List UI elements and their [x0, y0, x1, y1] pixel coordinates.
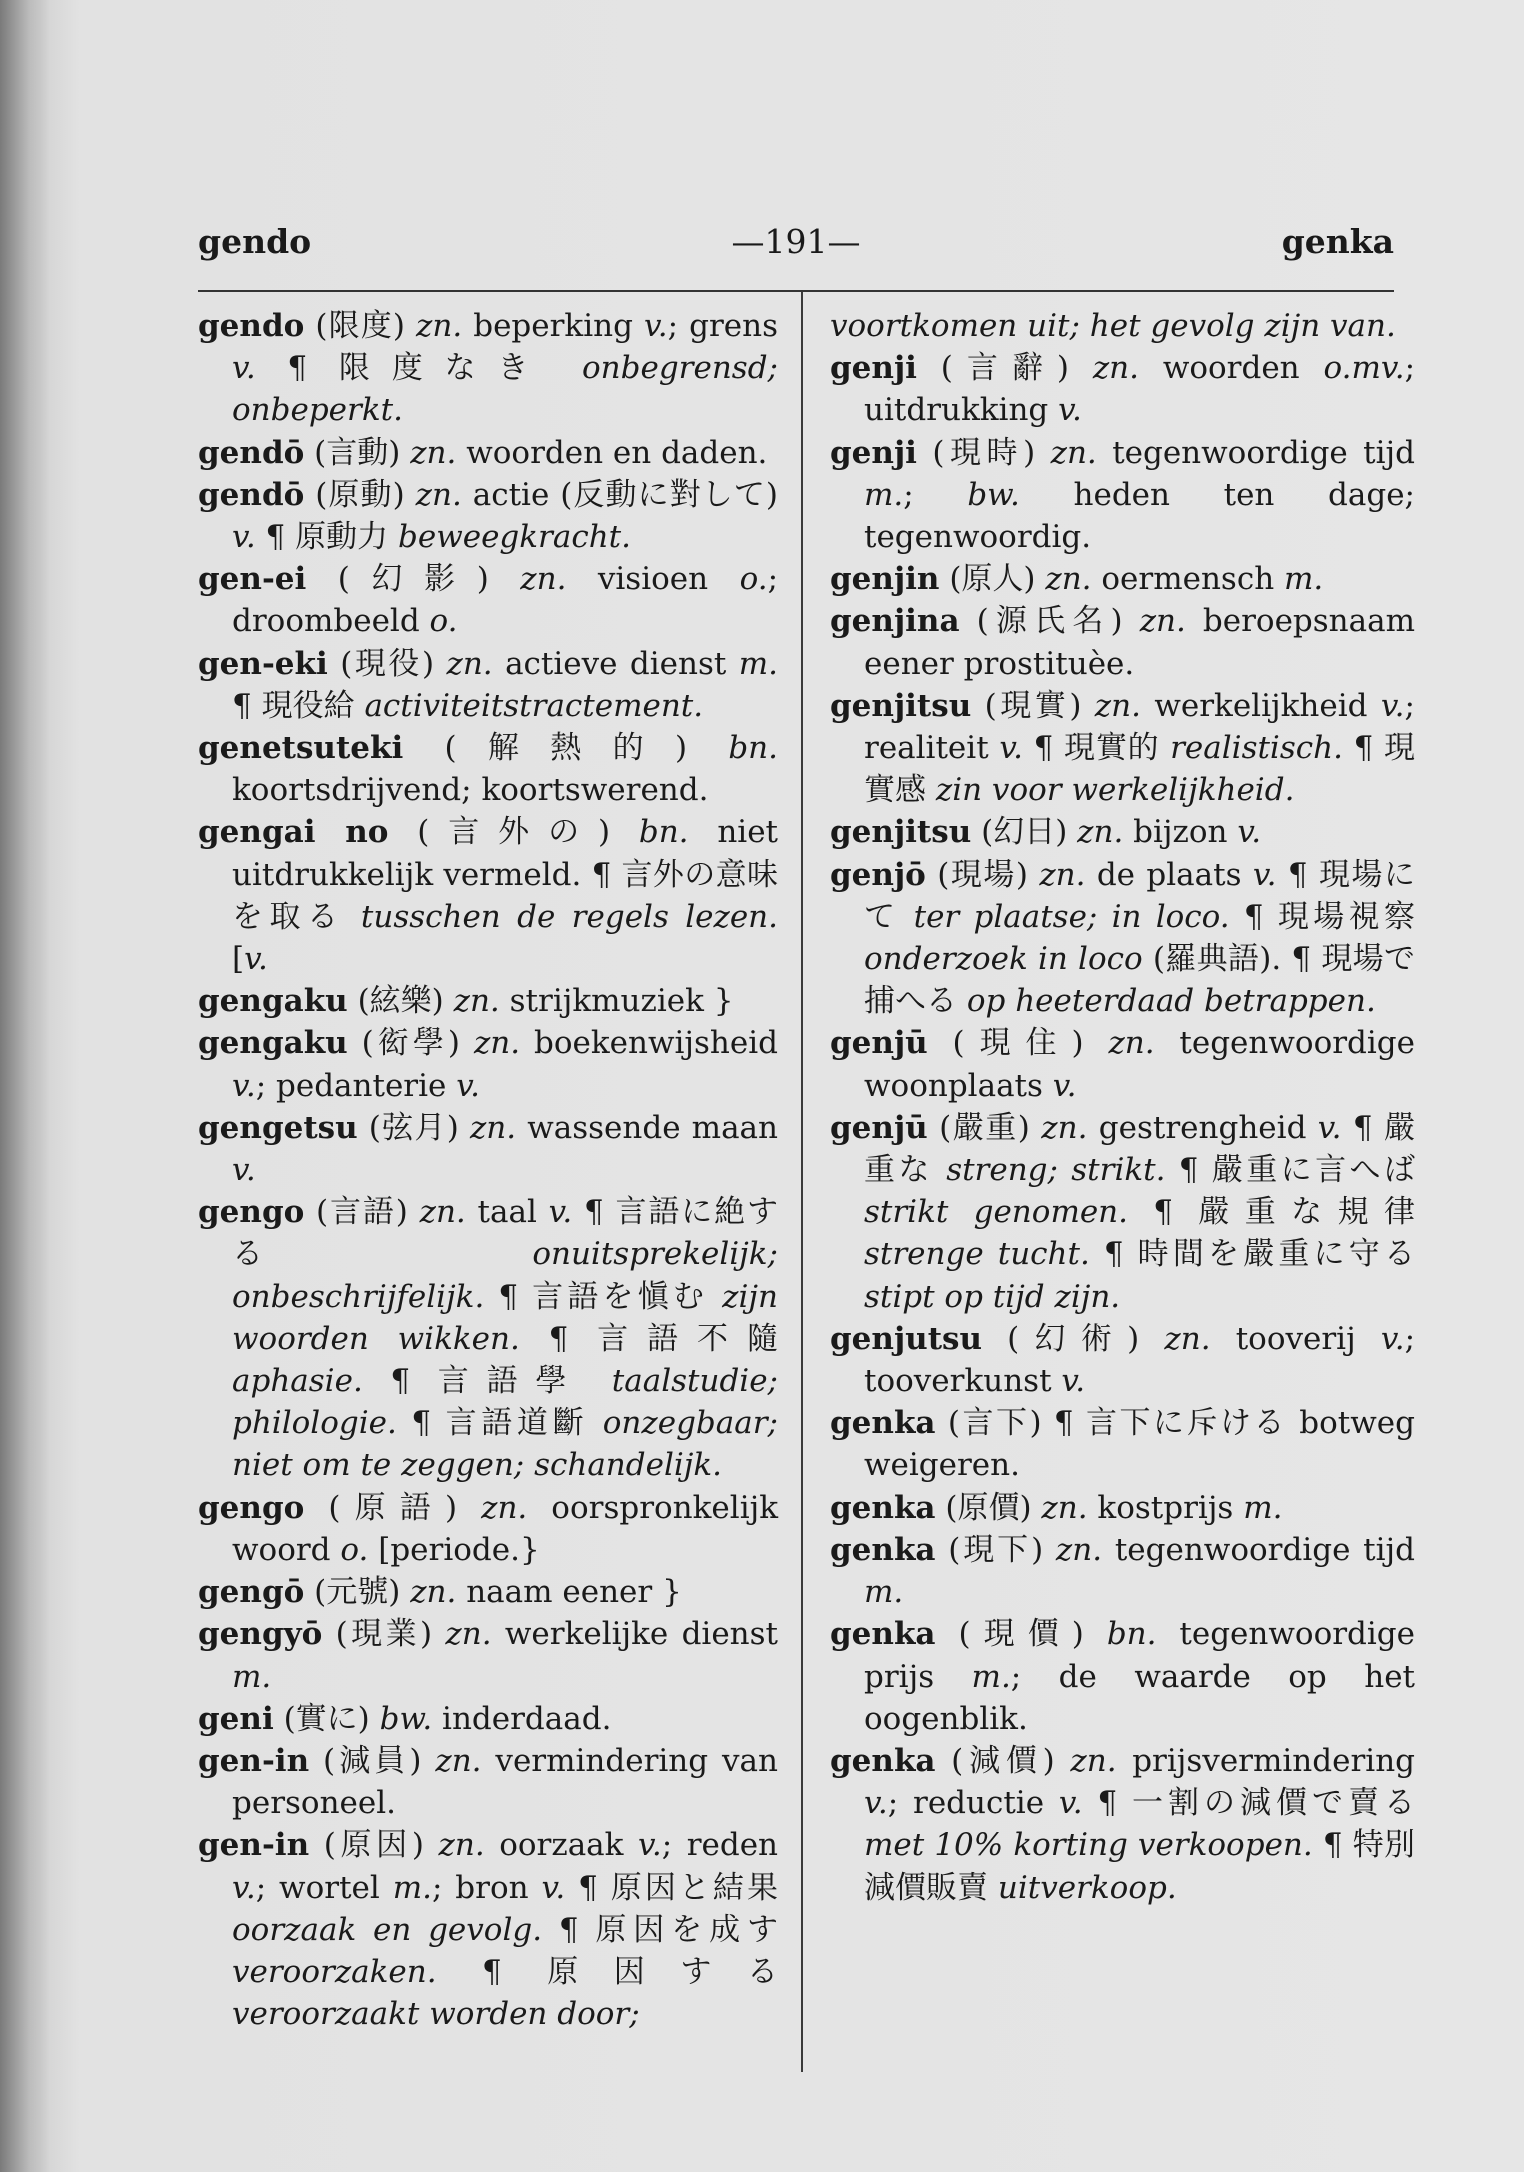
entry-text: (源氏名) — [976, 603, 1140, 640]
entry-text: ¶ 一割の減價で賣る — [1082, 1785, 1415, 1822]
entry-text: (言語) — [316, 1194, 420, 1231]
entry-headword: genka — [830, 1489, 936, 1526]
entry-italic-text: zn. — [1041, 1109, 1088, 1146]
entry-text: ¶ 嚴重な — [864, 1109, 1415, 1189]
entry-text: (原價) — [945, 1489, 1042, 1526]
dictionary-entry — [198, 727, 778, 811]
entry-italic-text: zn. — [1050, 434, 1097, 471]
entry-italic-text: realistisch. — [1170, 730, 1343, 767]
entry-italic-text: v. — [1252, 856, 1277, 893]
entry-text: actie (反動に對して) — [461, 476, 779, 513]
entry-text: ¶ 言語不隨 — [519, 1320, 778, 1357]
dictionary-entry — [830, 347, 1415, 431]
dictionary-entry — [830, 558, 1415, 600]
entry-text: (實に) — [283, 1700, 380, 1737]
entry-italic-text: v. — [1052, 1067, 1077, 1104]
entry-italic-text: stipt op tijd zijn. — [864, 1278, 1121, 1315]
entry-text: (限度) — [315, 308, 417, 344]
entry-text: bijzon — [1123, 814, 1238, 851]
entry-italic-text: bw. — [967, 476, 1020, 513]
entry-italic-text: strenge tucht. — [864, 1236, 1090, 1273]
entry-headword: genjū — [830, 1025, 928, 1062]
entry-italic-text: v. — [1061, 1363, 1086, 1400]
entry-italic-text: m. — [864, 476, 904, 513]
entry-italic-text: zn. — [1055, 1531, 1103, 1568]
entry-text: ; realiteit — [864, 687, 1415, 767]
entry-italic-text: op heeterdaad betrappen. — [966, 983, 1376, 1020]
entry-text: (現實) — [984, 687, 1095, 724]
entry-text: (原人) — [949, 561, 1046, 598]
entry-text: actieve dienst — [492, 645, 739, 682]
entry-italic-text: bn. — [638, 814, 689, 851]
entry-italic-text: onbegrensd; onbeperkt. — [232, 350, 778, 429]
entry-italic-text: zn. — [1045, 561, 1092, 598]
dictionary-entry — [198, 980, 778, 1022]
entry-text: ¶ 現實的 — [1023, 730, 1171, 767]
entry-italic-text: onuitsprekelijk; onbeschrijfelijk. — [232, 1236, 778, 1315]
entry-italic-text: v. — [638, 1827, 662, 1864]
entry-italic-text: v. — [1058, 1785, 1083, 1822]
entry-text: ¶ 現實感 — [864, 730, 1415, 809]
entry-text: (衒學) — [361, 1025, 474, 1062]
entry-text: oermensch — [1091, 561, 1285, 598]
entry-headword: genjin — [830, 561, 940, 598]
header-rule — [198, 290, 1394, 292]
entry-text: vermindering van personeel. — [232, 1742, 778, 1822]
entry-text: (幻影) — [337, 561, 521, 598]
entry-headword: genjō — [830, 856, 926, 893]
entry-italic-text: zn. — [520, 561, 567, 598]
dictionary-entry — [830, 1529, 1415, 1613]
entry-headword: genjitsu — [830, 687, 972, 724]
entry-italic-text: onzegbaar; niet om te zeggen; schandelijk. — [232, 1405, 778, 1484]
entry-italic-text: uitverkoop. — [997, 1869, 1177, 1906]
entry-text: inderdaad. — [432, 1700, 612, 1737]
entry-text: beperking — [462, 308, 644, 344]
entry-text: (羅典語). ¶ 現場で捕へる — [864, 941, 1415, 1020]
dictionary-entry — [830, 1740, 1415, 1909]
entry-text: (絃樂) — [357, 983, 454, 1020]
entry-italic-text: v. — [232, 1067, 256, 1104]
entry-text: ; reductie — [887, 1785, 1059, 1822]
entry-italic-text: zn. — [410, 434, 457, 471]
entry-italic-text: onderzoek in loco — [864, 941, 1143, 978]
entry-text: prijsvermindering — [1116, 1742, 1415, 1779]
entry-text: ; uitdrukking — [864, 350, 1416, 429]
dictionary-entry — [198, 1698, 778, 1740]
entry-text: wassende maan — [516, 1109, 779, 1146]
entry-text: ¶ 原因する — [436, 1953, 778, 1990]
entry-text: (言下) ¶ 言下に斥ける botweg weigeren. — [864, 1405, 1415, 1484]
dictionary-entry — [830, 811, 1415, 853]
entry-headword: genjū — [830, 1109, 928, 1146]
entry-text: ¶ 嚴重な規律 — [1128, 1194, 1416, 1231]
entry-text: (現業) — [335, 1616, 446, 1653]
entry-italic-text: met 10% korting verkoopen. — [864, 1827, 1313, 1864]
column-divider — [801, 292, 803, 2072]
entry-italic-text: v. — [232, 1152, 256, 1189]
entry-text: (現下) — [948, 1531, 1056, 1568]
entry-text: ; wortel — [255, 1869, 393, 1906]
entry-italic-text: zn. — [1092, 350, 1139, 387]
entry-text: beroepsnaam eener prostituèe. — [864, 603, 1415, 682]
entry-text: woorden en daden. — [456, 434, 768, 471]
dictionary-entry — [198, 811, 778, 980]
entry-text: oorspronkelijk woord — [232, 1489, 779, 1568]
entry-text: (現住) — [952, 1025, 1109, 1062]
entry-text: (現時) — [932, 434, 1051, 471]
entry-italic-text: zn. — [445, 1616, 492, 1653]
entry-italic-text: o. — [429, 603, 458, 640]
entry-italic-text: veroorzaakt worden door; — [232, 1996, 640, 2033]
entry-text: ; pedanterie — [255, 1067, 457, 1104]
entry-italic-text: v. — [1380, 1320, 1405, 1357]
entry-text: ¶ 現場にて — [864, 856, 1416, 935]
entry-italic-text: m. — [971, 1658, 1011, 1695]
entry-italic-text: bn. — [728, 730, 778, 767]
entry-italic-text: v. — [864, 1785, 888, 1822]
entry-text: tegenwoordige tijd — [1096, 434, 1416, 471]
entry-italic-text: v. — [541, 1869, 566, 1906]
entry-headword: genji — [830, 350, 917, 387]
entry-text: ; grens — [667, 308, 779, 344]
entry-italic-text: zn. — [469, 1109, 517, 1146]
entry-italic-text: zn. — [473, 1025, 521, 1062]
entry-italic-text: v. — [456, 1067, 480, 1104]
dictionary-entry — [830, 305, 1415, 347]
entry-italic-text: m. — [864, 1574, 904, 1611]
entry-text: (減員) — [323, 1742, 436, 1779]
entry-headword: gengaku — [198, 983, 348, 1020]
entry-text: ; bron — [431, 1869, 542, 1906]
entry-headword: gen-ei — [198, 561, 307, 598]
entry-text: koortsdrijvend; koortswerend. — [232, 772, 709, 809]
dictionary-entry — [830, 600, 1415, 684]
entry-text: werkelijke dienst — [491, 1616, 779, 1653]
dictionary-entry — [830, 1613, 1415, 1740]
entry-italic-text: zn. — [1077, 814, 1124, 851]
entry-italic-text: m. — [232, 1658, 272, 1695]
entry-text: kostprijs — [1087, 1489, 1244, 1526]
entry-italic-text: v. — [1237, 814, 1262, 851]
entry-italic-text: v. — [244, 941, 268, 978]
entry-text: [periode.} — [368, 1531, 540, 1568]
entry-text: ¶ 原因を成す — [542, 1911, 778, 1948]
entry-text: ¶ 原因と結果 — [565, 1869, 778, 1906]
entry-italic-text: v. — [232, 350, 256, 387]
dictionary-entry — [198, 1613, 778, 1697]
entry-text: oorzaak — [484, 1827, 638, 1864]
entry-headword: gengyō — [198, 1616, 323, 1653]
entry-text: taal — [465, 1194, 549, 1231]
dictionary-entry — [830, 1022, 1415, 1106]
entry-italic-text: activiteitstractement. — [364, 687, 704, 724]
entry-text: (元號) — [314, 1574, 411, 1611]
entry-headword: gen-in — [198, 1742, 310, 1779]
entry-italic-text: zn. — [446, 645, 493, 682]
entry-text: (現場) — [937, 856, 1040, 893]
entry-italic-text: zijn woorden wikken. — [232, 1278, 778, 1357]
header-first-word: gendo — [198, 222, 312, 261]
entry-text: tegenwoordige prijs — [864, 1616, 1416, 1695]
left-column — [198, 305, 778, 2035]
dictionary-entry — [830, 432, 1415, 559]
entry-text: (解熱的) — [444, 730, 729, 767]
right-column — [830, 305, 1415, 1909]
entry-text: ¶ 現場視察 — [1229, 898, 1415, 935]
entry-italic-text: o. — [340, 1531, 369, 1568]
dictionary-entry — [198, 1022, 778, 1106]
entry-text: ¶ 限度なき — [255, 350, 582, 387]
entry-italic-text: bw. — [379, 1700, 433, 1737]
dictionary-entry — [830, 1487, 1415, 1529]
entry-text: ¶ 嚴重に言へば — [1165, 1152, 1415, 1189]
dictionary-entry — [198, 1571, 778, 1613]
entry-italic-text: streng; strikt. — [946, 1152, 1166, 1189]
entry-text: ¶ 言語を愼む — [484, 1278, 723, 1315]
dictionary-entry — [198, 305, 778, 432]
entry-text: naam eener } — [456, 1574, 682, 1611]
entry-italic-text: zn. — [453, 983, 500, 1020]
entry-italic-text: beweegkracht. — [398, 519, 631, 556]
entry-text: ¶ 特別減價販賣 — [864, 1827, 1415, 1906]
entry-italic-text: v. — [643, 308, 668, 344]
entry-text: ¶ 言語道斷 — [396, 1405, 603, 1442]
entry-italic-text: v. — [1380, 687, 1405, 724]
entry-text: (言辭) — [940, 350, 1093, 387]
entry-headword: genka — [830, 1531, 936, 1568]
entry-text: strijkmuziek } — [499, 983, 734, 1020]
entry-italic-text: ter plaatse; in loco. — [913, 898, 1230, 935]
entry-text: ; droombeeld — [232, 561, 779, 640]
entry-text: heden ten dage; tegenwoordig. — [864, 476, 1415, 556]
entry-text: (弦月) — [368, 1109, 470, 1146]
entry-italic-text: taalstudie; philologie. — [232, 1363, 778, 1442]
entry-headword: gengō — [198, 1574, 305, 1611]
entry-italic-text: zn. — [438, 1827, 485, 1864]
entry-italic-text: v. — [232, 519, 256, 556]
entry-text: de plaats — [1085, 856, 1253, 893]
entry-italic-text: v. — [1317, 1109, 1342, 1146]
entry-text: (現價) — [958, 1616, 1107, 1653]
dictionary-entry — [198, 558, 778, 642]
entry-text: ; tooverkunst — [864, 1320, 1416, 1400]
entry-headword: genjitsu — [830, 814, 972, 851]
entry-headword: gengo — [198, 1489, 305, 1526]
dictionary-entry — [198, 474, 778, 558]
entry-italic-text: zn. — [1094, 687, 1141, 724]
entry-italic-text: m. — [1243, 1489, 1283, 1526]
entry-text: (原因) — [323, 1827, 439, 1864]
entry-headword: gendo — [198, 308, 305, 344]
entry-italic-text: v. — [999, 730, 1024, 767]
entry-text: boekenwijsheid — [520, 1025, 778, 1062]
entry-text: (現役) — [340, 645, 447, 682]
dictionary-entry — [198, 1740, 778, 1824]
entry-text: ; de waarde op het oogenblik. — [864, 1658, 1415, 1737]
entry-text: woorden — [1138, 350, 1324, 387]
entry-headword: geni — [198, 1700, 274, 1737]
entry-headword: genka — [830, 1405, 936, 1442]
entry-text: gestrengheid — [1087, 1109, 1318, 1146]
entry-headword: genka — [830, 1616, 936, 1653]
entry-italic-text: zn. — [1164, 1320, 1211, 1357]
dictionary-entry — [198, 1191, 778, 1486]
entry-italic-text: voortkomen uit; het gevolg zijn van. — [830, 308, 1396, 344]
entry-headword: genjina — [830, 603, 960, 640]
entry-text: ¶ 原動力 — [255, 519, 398, 556]
dictionary-entry — [830, 685, 1415, 812]
entry-italic-text: zin voor werkelijkheid. — [935, 772, 1295, 809]
entry-text: ; — [903, 476, 968, 513]
entry-text: (減價) — [951, 1742, 1071, 1779]
entry-headword: genji — [830, 434, 917, 471]
entry-headword: genka — [830, 1742, 936, 1779]
entry-text: (嚴重) — [939, 1109, 1042, 1146]
entry-text: (幻日) — [981, 814, 1078, 851]
entry-italic-text: zn. — [1041, 1489, 1088, 1526]
entry-text: (言外の) — [417, 814, 639, 851]
entry-headword: gen-eki — [198, 645, 328, 682]
entry-italic-text: zn. — [416, 308, 463, 344]
entry-text: ¶ 言語に絶する — [232, 1194, 779, 1273]
entry-italic-text: m. — [392, 1869, 432, 1906]
entry-italic-text: zn. — [1070, 1742, 1117, 1779]
entry-text: ¶ 言語學 — [362, 1363, 612, 1400]
dictionary-entry — [198, 643, 778, 727]
dictionary-entry — [830, 1402, 1415, 1486]
entry-italic-text: veroorzaken. — [232, 1953, 437, 1990]
entry-text: (幻術) — [1007, 1320, 1165, 1357]
running-header — [198, 222, 1394, 266]
entry-italic-text: o.mv. — [1323, 350, 1405, 387]
entry-italic-text: tusschen de regels lezen. — [360, 898, 778, 935]
entry-headword: gengai no — [198, 814, 389, 851]
entry-italic-text: o. — [739, 561, 768, 598]
entry-text: tegenwoordige woonplaats — [864, 1025, 1415, 1104]
book-spine-shadow — [0, 0, 50, 2172]
dictionary-entry — [830, 1318, 1415, 1402]
page-number: —191— — [731, 222, 861, 261]
entry-italic-text: strikt genomen. — [864, 1194, 1129, 1231]
entry-text: tooverij — [1210, 1320, 1381, 1357]
entry-italic-text: v. — [1058, 392, 1082, 429]
entry-text: ¶ 時間を嚴重に守る — [1089, 1236, 1415, 1273]
dictionary-entry — [830, 854, 1415, 1023]
entry-italic-text: zn. — [1139, 603, 1186, 640]
dictionary-entry — [198, 432, 778, 474]
entry-italic-text: oorzaak en gevolg. — [232, 1911, 543, 1948]
entry-headword: gengo — [198, 1194, 305, 1231]
entry-text: visioen — [566, 561, 740, 598]
entry-headword: gendō — [198, 476, 305, 513]
entry-headword: gen-in — [198, 1827, 310, 1864]
entry-italic-text: m. — [738, 645, 779, 682]
entry-italic-text: m. — [1284, 561, 1324, 598]
entry-italic-text: zn. — [1108, 1025, 1155, 1062]
dictionary-entry — [198, 1107, 778, 1191]
entry-text: (原動) — [315, 476, 416, 513]
entry-headword: gengetsu — [198, 1109, 358, 1146]
entry-italic-text: zn. — [415, 476, 462, 513]
dictionary-entry — [830, 1107, 1415, 1318]
entry-text: (原語) — [328, 1489, 482, 1526]
entry-italic-text: zn. — [481, 1489, 528, 1526]
entry-text: werkelijkheid — [1140, 687, 1381, 724]
entry-italic-text: zn. — [410, 1574, 457, 1611]
entry-headword: gengaku — [198, 1025, 348, 1062]
entry-text: [ — [232, 941, 245, 978]
entry-text: ¶ 現役給 — [232, 687, 365, 724]
entry-italic-text: zn. — [1039, 856, 1086, 893]
entry-italic-text: zn. — [419, 1194, 466, 1231]
entry-headword: gendō — [198, 434, 305, 471]
entry-italic-text: zn. — [435, 1742, 482, 1779]
entry-text: niet uitdrukkelijk vermeld. ¶ 言外の意味を取る — [232, 814, 779, 935]
entry-headword: genjutsu — [830, 1320, 983, 1357]
header-last-word: genka — [1281, 222, 1394, 261]
entry-italic-text: v. — [548, 1194, 573, 1231]
entry-headword: genetsuteki — [198, 730, 404, 767]
entry-text: ; reden — [661, 1827, 779, 1864]
entry-text: (言動) — [314, 434, 411, 471]
dictionary-entry — [198, 1824, 778, 2035]
dictionary-entry — [198, 1487, 778, 1571]
entry-italic-text: aphasie. — [232, 1363, 363, 1400]
entry-italic-text: v. — [232, 1869, 256, 1906]
entry-text: tegenwoordige tijd — [1102, 1531, 1416, 1568]
entry-italic-text: bn. — [1106, 1616, 1157, 1653]
